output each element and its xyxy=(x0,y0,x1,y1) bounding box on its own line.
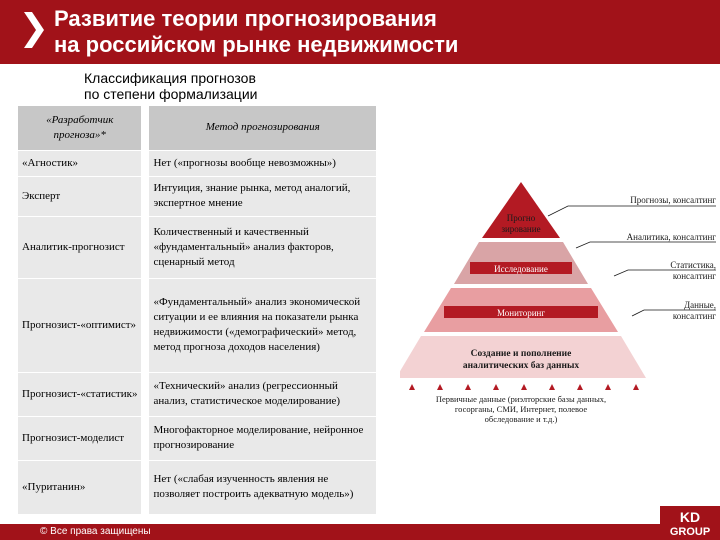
title-line-1: Развитие теории прогнозирования xyxy=(54,6,437,31)
pyramid-right-label: Аналитика, консалтинг xyxy=(626,232,716,242)
svg-text:KD: KD xyxy=(679,509,701,525)
primary-data-caption: обследование и т.д.) xyxy=(484,414,558,424)
title-bar xyxy=(0,0,720,64)
chevron-logo-icon xyxy=(22,10,46,50)
subtitle-line-2: по степени формализации xyxy=(84,86,258,102)
table-row-developer: Прогнозист-моделист xyxy=(18,416,145,460)
pyramid-right-label: Данные, xyxy=(683,300,716,310)
pyramid-tier-label: аналитических баз данных xyxy=(462,361,580,371)
table-row-developer: «Агностик» xyxy=(18,150,145,176)
title-line-2: на российском рынке недвижимости xyxy=(54,32,459,57)
copyright-text: © Все права защищены xyxy=(40,526,151,537)
table-row-developer: Прогнозист-«оптимист» xyxy=(18,278,145,372)
primary-data-caption: госорганы, СМИ, Интернет, полевое xyxy=(454,404,588,414)
pyramid-right-label: Прогнозы, консалтинг xyxy=(630,195,716,205)
upward-arrows xyxy=(409,384,639,390)
forecast-pyramid-diagram xyxy=(400,176,718,436)
table-row-method: «Технический» анализ (регрессионный анализ, статистическое моделирование) xyxy=(145,372,376,416)
pyramid-tier-label: Создание и пополнение xyxy=(470,349,572,359)
header-method: Метод прогнозирования xyxy=(145,106,376,150)
table-row-method: Интуиция, знание рынка, метод аналогий, экспертное мнение xyxy=(145,176,376,216)
primary-data-caption: Первичные данные (риэлторские базы данных, xyxy=(435,394,607,404)
pyramid-tier-label: Прогно xyxy=(506,213,536,223)
header-developer: «Разработчик прогноза»* xyxy=(18,106,145,150)
pyramid-right-label: консалтинг xyxy=(672,311,716,321)
table-row-developer: Прогнозист-«статистик» xyxy=(18,372,145,416)
kd-group-logo xyxy=(660,506,720,540)
pyramid-tier-label: Исследование xyxy=(494,264,548,274)
pyramid-tier-label: Мониторинг xyxy=(496,308,546,318)
pyramid-right-label: Статистика, xyxy=(670,260,716,270)
pyramid-tier-label: зирование xyxy=(501,224,541,234)
table-row-method: «Фундаментальный» анализ экономической ситуации и ее влияния на показатели рынка недвижимости («демографический» метод, метод прогноза доходов населения) xyxy=(145,278,376,372)
table-row-method: Многофакторное моделирование, нейронное прогнозирование xyxy=(145,416,376,460)
table-row-developer: Эксперт xyxy=(18,176,145,216)
table-row-developer: «Пуританин» xyxy=(18,460,145,514)
svg-text:GROUP: GROUP xyxy=(669,526,711,538)
pyramid-right-label: консалтинг xyxy=(672,271,716,281)
section-subtitle xyxy=(84,70,257,102)
page-title xyxy=(54,6,458,58)
subtitle-line-1: Классификация прогнозов xyxy=(84,70,256,86)
table-row-developer: Аналитик-прогнозист xyxy=(18,216,145,278)
forecast-classification-table xyxy=(18,106,376,515)
table-row-method: Количественный и качественный «фундаментальный» анализ факторов, сценарный метод xyxy=(145,216,376,278)
table-row-method: Нет («прогнозы вообще невозможны») xyxy=(145,150,376,176)
table-row-method: Нет («слабая изученность явления не позволяет построить адекватную модель») xyxy=(145,460,376,514)
